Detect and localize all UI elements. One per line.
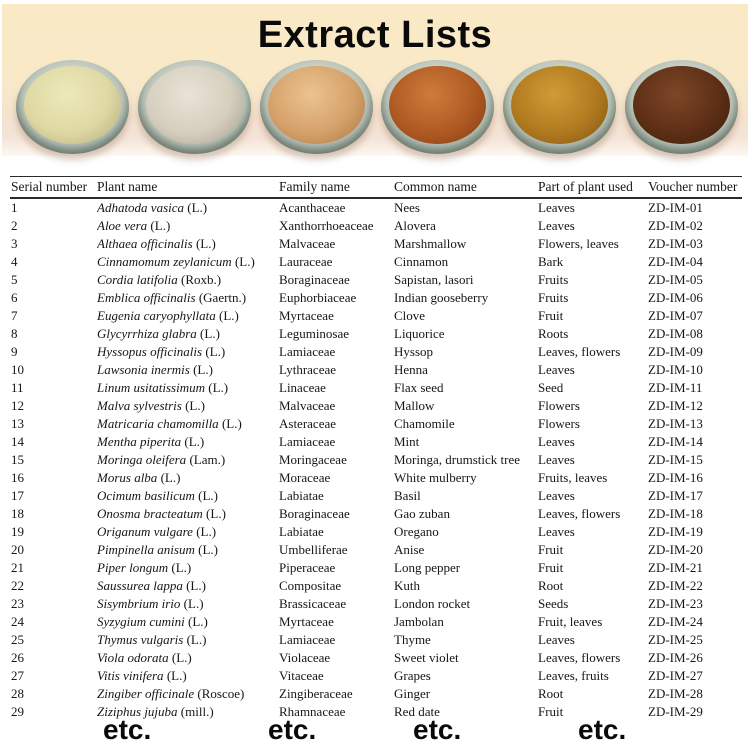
plant-scientific-name: Vitis vinifera bbox=[97, 667, 164, 683]
part-cell: Leaves bbox=[538, 487, 575, 503]
plant-authority: (L.) bbox=[183, 631, 207, 647]
plant-cell bbox=[97, 667, 279, 685]
common-cell: Jambolan bbox=[394, 613, 444, 629]
plant-cell bbox=[97, 379, 279, 397]
plant-scientific-name: Onosma bracteatum bbox=[97, 505, 203, 521]
part-cell: Seed bbox=[538, 379, 564, 395]
serial-cell: 15 bbox=[11, 451, 24, 467]
plant-cell bbox=[97, 253, 279, 271]
table-row bbox=[10, 307, 742, 325]
orange-brown-powder-dish bbox=[381, 60, 494, 154]
plant-cell bbox=[97, 505, 279, 523]
part-cell: Fruits, leaves bbox=[538, 469, 608, 485]
etc-label: etc. bbox=[103, 714, 152, 745]
serial-cell: 25 bbox=[11, 631, 24, 647]
column-header-4: Common name bbox=[394, 177, 538, 198]
plant-scientific-name: Malva sylvestris bbox=[97, 397, 182, 413]
serial-cell: 27 bbox=[11, 667, 24, 683]
family-cell: Labiatae bbox=[279, 523, 324, 539]
tan-powder-dish bbox=[260, 60, 373, 154]
common-cell: Thyme bbox=[394, 631, 431, 647]
plant-cell bbox=[97, 523, 279, 541]
plant-cell bbox=[97, 235, 279, 253]
photo-banner bbox=[2, 4, 748, 156]
plant-authority: (L.) bbox=[205, 379, 229, 395]
family-cell: Lamiaceae bbox=[279, 631, 336, 647]
family-cell: Lythraceae bbox=[279, 361, 337, 377]
plant-scientific-name: Linum usitatissimum bbox=[97, 379, 205, 395]
plant-scientific-name: Zingiber officinale bbox=[97, 685, 195, 701]
voucher-cell: ZD-IM-03 bbox=[648, 235, 703, 251]
column-header-5: Part of plant used bbox=[538, 177, 648, 198]
common-cell: Moringa, drumstick tree bbox=[394, 451, 520, 467]
serial-cell: 1 bbox=[11, 199, 18, 215]
voucher-cell: ZD-IM-27 bbox=[648, 667, 703, 683]
plant-authority: (L.) bbox=[184, 199, 208, 215]
voucher-cell: ZD-IM-22 bbox=[648, 577, 703, 593]
serial-cell: 23 bbox=[11, 595, 24, 611]
serial-cell: 8 bbox=[11, 325, 18, 341]
serial-cell: 19 bbox=[11, 523, 24, 539]
plant-cell bbox=[97, 541, 279, 559]
part-cell: Flowers bbox=[538, 415, 580, 431]
voucher-cell: ZD-IM-11 bbox=[648, 379, 703, 395]
family-cell: Lamiaceae bbox=[279, 433, 336, 449]
table-row bbox=[10, 379, 742, 397]
orange-brown-powder-dish-powder bbox=[389, 66, 486, 144]
table-row bbox=[10, 433, 742, 451]
part-cell: Leaves bbox=[538, 433, 575, 449]
white-powder-dish bbox=[138, 60, 251, 154]
plant-authority: (L.) bbox=[192, 523, 217, 539]
voucher-cell: ZD-IM-19 bbox=[648, 523, 703, 539]
common-cell: White mulberry bbox=[394, 469, 477, 485]
family-cell: Violaceae bbox=[279, 649, 331, 665]
common-cell: Cinnamon bbox=[394, 253, 449, 269]
serial-cell: 21 bbox=[11, 559, 24, 575]
plant-scientific-name: Lawsonia inermis bbox=[97, 361, 190, 377]
voucher-cell: ZD-IM-29 bbox=[648, 703, 703, 719]
plant-authority: (L.) bbox=[202, 505, 226, 521]
table-row bbox=[10, 541, 742, 559]
voucher-cell: ZD-IM-26 bbox=[648, 649, 703, 665]
voucher-cell: ZD-IM-06 bbox=[648, 289, 703, 305]
family-cell: Zingiberaceae bbox=[279, 685, 353, 701]
table-row bbox=[10, 289, 742, 307]
table-row bbox=[10, 469, 742, 487]
serial-cell: 10 bbox=[11, 361, 24, 377]
plant-cell bbox=[97, 577, 279, 595]
family-cell: Malvaceae bbox=[279, 397, 336, 413]
plant-authority: (L.) bbox=[147, 217, 171, 233]
part-cell: Fruits bbox=[538, 289, 569, 305]
plant-cell bbox=[97, 595, 279, 613]
table-row bbox=[10, 487, 742, 505]
plant-scientific-name: Sisymbrium irio bbox=[97, 595, 181, 611]
common-cell: Anise bbox=[394, 541, 425, 557]
plant-authority: (L.) bbox=[168, 649, 192, 665]
voucher-cell: ZD-IM-16 bbox=[648, 469, 703, 485]
voucher-cell: ZD-IM-04 bbox=[648, 253, 703, 269]
common-cell: Liquorice bbox=[394, 325, 445, 341]
plant-cell bbox=[97, 325, 279, 343]
common-cell: Nees bbox=[394, 199, 420, 215]
voucher-cell: ZD-IM-23 bbox=[648, 595, 703, 611]
common-cell: Flax seed bbox=[394, 379, 444, 395]
family-cell: Moringaceae bbox=[279, 451, 347, 467]
voucher-cell: ZD-IM-25 bbox=[648, 631, 703, 647]
plant-cell bbox=[97, 451, 279, 469]
plant-cell bbox=[97, 198, 279, 217]
family-cell: Rhamnaceae bbox=[279, 703, 346, 719]
family-cell: Brassicaceae bbox=[279, 595, 347, 611]
common-cell: Basil bbox=[394, 487, 421, 503]
serial-cell: 2 bbox=[11, 217, 18, 233]
table-row bbox=[10, 505, 742, 523]
cream-powder-dish bbox=[16, 60, 129, 154]
family-cell: Boraginaceae bbox=[279, 271, 350, 287]
serial-cell: 16 bbox=[11, 469, 24, 485]
family-cell: Euphorbiaceae bbox=[279, 289, 357, 305]
serial-cell: 20 bbox=[11, 541, 24, 557]
plant-authority: (L.) bbox=[157, 469, 181, 485]
dark-brown-powder-dish bbox=[625, 60, 738, 154]
common-cell: Mint bbox=[394, 433, 420, 449]
voucher-cell: ZD-IM-12 bbox=[648, 397, 703, 413]
plant-authority: (L.) bbox=[196, 325, 220, 341]
plant-authority: (L.) bbox=[218, 415, 242, 431]
part-cell: Fruit bbox=[538, 307, 564, 323]
plant-authority: (L.) bbox=[181, 397, 205, 413]
plant-authority: (L.) bbox=[202, 343, 226, 359]
table-row bbox=[10, 631, 742, 649]
table-row bbox=[10, 235, 742, 253]
family-cell: Moraceae bbox=[279, 469, 331, 485]
voucher-cell: ZD-IM-24 bbox=[648, 613, 703, 629]
voucher-cell: ZD-IM-20 bbox=[648, 541, 703, 557]
part-cell: Fruit bbox=[538, 703, 564, 719]
plant-authority: (L.) bbox=[163, 667, 187, 683]
plant-cell bbox=[97, 613, 279, 631]
table-row bbox=[10, 649, 742, 667]
common-cell: Mallow bbox=[394, 397, 435, 413]
serial-cell: 3 bbox=[11, 235, 18, 251]
family-cell: Myrtaceae bbox=[279, 613, 334, 629]
plant-authority: (L.) bbox=[180, 595, 204, 611]
family-cell: Acanthaceae bbox=[279, 199, 346, 215]
plant-cell bbox=[97, 343, 279, 361]
plant-cell bbox=[97, 631, 279, 649]
common-cell: Grapes bbox=[394, 667, 431, 683]
etc-row bbox=[0, 714, 750, 750]
plant-cell bbox=[97, 469, 279, 487]
common-cell: Chamomile bbox=[394, 415, 455, 431]
common-cell: Hyssop bbox=[394, 343, 434, 359]
plant-scientific-name: Saussurea lappa bbox=[97, 577, 183, 593]
plant-scientific-name: Emblica officinalis bbox=[97, 289, 196, 305]
family-cell: Compositae bbox=[279, 577, 342, 593]
voucher-cell: ZD-IM-07 bbox=[648, 307, 703, 323]
serial-cell: 7 bbox=[11, 307, 18, 323]
extract-table bbox=[10, 176, 742, 721]
table-row bbox=[10, 343, 742, 361]
plant-cell bbox=[97, 685, 279, 703]
plant-authority: (Roscoe) bbox=[194, 685, 245, 701]
serial-cell: 13 bbox=[11, 415, 24, 431]
family-cell: Vitaceae bbox=[279, 667, 324, 683]
part-cell: Leaves bbox=[538, 199, 575, 215]
part-cell: Leaves, fruits bbox=[538, 667, 609, 683]
part-cell: Leaves, flowers bbox=[538, 505, 621, 521]
part-cell: Leaves, flowers bbox=[538, 649, 621, 665]
column-header-6: Voucher number bbox=[648, 177, 742, 198]
table-row bbox=[10, 595, 742, 613]
plant-scientific-name: Piper longum bbox=[97, 559, 169, 575]
plant-scientific-name: Pimpinella anisum bbox=[97, 541, 195, 557]
family-cell: Linaceae bbox=[279, 379, 326, 395]
plant-cell bbox=[97, 649, 279, 667]
voucher-cell: ZD-IM-08 bbox=[648, 325, 703, 341]
common-cell: Sweet violet bbox=[394, 649, 459, 665]
etc-label: etc. bbox=[413, 714, 462, 745]
common-cell: Gao zuban bbox=[394, 505, 450, 521]
plant-scientific-name: Origanum vulgare bbox=[97, 523, 193, 539]
family-cell: Boraginaceae bbox=[279, 505, 350, 521]
plant-authority: (L.) bbox=[194, 487, 218, 503]
serial-cell: 17 bbox=[11, 487, 24, 503]
serial-cell: 12 bbox=[11, 397, 24, 413]
voucher-cell: ZD-IM-09 bbox=[648, 343, 703, 359]
table-row bbox=[10, 253, 742, 271]
table-row bbox=[10, 451, 742, 469]
common-cell: Long pepper bbox=[394, 559, 461, 575]
table-row bbox=[10, 198, 742, 217]
common-cell: Henna bbox=[394, 361, 428, 377]
plant-cell bbox=[97, 397, 279, 415]
column-header-1: Serial number bbox=[10, 177, 97, 198]
part-cell: Leaves, flowers bbox=[538, 343, 621, 359]
voucher-cell: ZD-IM-05 bbox=[648, 271, 703, 287]
common-cell: Indian gooseberry bbox=[394, 289, 489, 305]
part-cell: Seeds bbox=[538, 595, 569, 611]
powder-dishes-row bbox=[2, 60, 748, 156]
part-cell: Leaves bbox=[538, 631, 575, 647]
part-cell: Leaves bbox=[538, 217, 575, 233]
plant-authority: (L.) bbox=[192, 235, 216, 251]
part-cell: Root bbox=[538, 577, 564, 593]
serial-cell: 11 bbox=[11, 379, 24, 395]
voucher-cell: ZD-IM-01 bbox=[648, 199, 703, 215]
family-cell: Lauraceae bbox=[279, 253, 333, 269]
common-cell: Marshmallow bbox=[394, 235, 467, 251]
white-powder-dish-powder bbox=[146, 66, 243, 144]
part-cell: Fruit bbox=[538, 541, 564, 557]
plant-authority: (Lam.) bbox=[186, 451, 226, 467]
family-cell: Malvaceae bbox=[279, 235, 336, 251]
family-cell: Xanthorrhoeaceae bbox=[279, 217, 374, 233]
part-cell: Leaves bbox=[538, 451, 575, 467]
common-cell: Clove bbox=[394, 307, 426, 323]
plant-authority: (Gaertn.) bbox=[195, 289, 247, 305]
plant-scientific-name: Syzygium cumini bbox=[97, 613, 185, 629]
plant-cell bbox=[97, 433, 279, 451]
family-cell: Leguminosae bbox=[279, 325, 350, 341]
cream-powder-dish-powder bbox=[24, 66, 121, 144]
family-cell: Asteraceae bbox=[279, 415, 337, 431]
voucher-cell: ZD-IM-15 bbox=[648, 451, 703, 467]
serial-cell: 24 bbox=[11, 613, 24, 629]
voucher-cell: ZD-IM-14 bbox=[648, 433, 703, 449]
common-cell: Alovera bbox=[394, 217, 436, 233]
plant-authority: (L.) bbox=[215, 307, 239, 323]
table-row bbox=[10, 217, 742, 235]
plant-scientific-name: Adhatoda vasica bbox=[97, 199, 185, 215]
plant-authority: (mill.) bbox=[177, 703, 214, 719]
tan-powder-dish-powder bbox=[268, 66, 365, 144]
column-header-3: Family name bbox=[279, 177, 394, 198]
serial-cell: 5 bbox=[11, 271, 18, 287]
part-cell: Fruit, leaves bbox=[538, 613, 603, 629]
plant-scientific-name: Althaea officinalis bbox=[97, 235, 193, 251]
table-row bbox=[10, 361, 742, 379]
golden-brown-powder-dish-powder bbox=[511, 66, 608, 144]
part-cell: Fruits bbox=[538, 271, 569, 287]
plant-scientific-name: Mentha piperita bbox=[97, 433, 182, 449]
part-cell: Roots bbox=[538, 325, 569, 341]
family-cell: Lamiaceae bbox=[279, 343, 336, 359]
table-row bbox=[10, 415, 742, 433]
part-cell: Flowers bbox=[538, 397, 580, 413]
common-cell: Oregano bbox=[394, 523, 439, 539]
common-cell: Ginger bbox=[394, 685, 431, 701]
voucher-cell: ZD-IM-21 bbox=[648, 559, 703, 575]
golden-brown-powder-dish bbox=[503, 60, 616, 154]
part-cell: Root bbox=[538, 685, 564, 701]
table-row bbox=[10, 325, 742, 343]
etc-label: etc. bbox=[578, 714, 627, 745]
serial-cell: 9 bbox=[11, 343, 18, 359]
table-header-row bbox=[10, 177, 742, 198]
plant-scientific-name: Morus alba bbox=[97, 469, 158, 485]
voucher-cell: ZD-IM-13 bbox=[648, 415, 703, 431]
plant-scientific-name: Cinnamomum zeylanicum bbox=[97, 253, 232, 269]
voucher-cell: ZD-IM-10 bbox=[648, 361, 703, 377]
dark-brown-powder-dish-powder bbox=[633, 66, 730, 144]
plant-scientific-name: Eugenia caryophyllata bbox=[97, 307, 216, 323]
part-cell: Leaves bbox=[538, 523, 575, 539]
plant-cell bbox=[97, 559, 279, 577]
common-cell: Sapistan, lasori bbox=[394, 271, 474, 287]
plant-cell bbox=[97, 289, 279, 307]
plant-scientific-name: Thymus vulgaris bbox=[97, 631, 184, 647]
plant-scientific-name: Cordia latifolia bbox=[97, 271, 178, 287]
table-row bbox=[10, 577, 742, 595]
plant-cell bbox=[97, 361, 279, 379]
serial-cell: 26 bbox=[11, 649, 24, 665]
voucher-cell: ZD-IM-18 bbox=[648, 505, 703, 521]
serial-cell: 29 bbox=[11, 703, 24, 719]
plant-cell bbox=[97, 487, 279, 505]
plant-scientific-name: Ocimum basilicum bbox=[97, 487, 195, 503]
plant-cell bbox=[97, 307, 279, 325]
family-cell: Labiatae bbox=[279, 487, 324, 503]
plant-scientific-name: Ziziphus jujuba bbox=[97, 703, 178, 719]
serial-cell: 6 bbox=[11, 289, 18, 305]
plant-authority: (L.) bbox=[181, 433, 205, 449]
table-row bbox=[10, 523, 742, 541]
common-cell: London rocket bbox=[394, 595, 471, 611]
plant-authority: (Roxb.) bbox=[177, 271, 222, 287]
serial-cell: 22 bbox=[11, 577, 24, 593]
serial-cell: 18 bbox=[11, 505, 24, 521]
table-row bbox=[10, 559, 742, 577]
page-title: Extract Lists bbox=[257, 14, 493, 56]
part-cell: Flowers, leaves bbox=[538, 235, 619, 251]
plant-authority: (L.) bbox=[194, 541, 218, 557]
plant-authority: (L.) bbox=[231, 253, 255, 269]
table-row bbox=[10, 613, 742, 631]
plant-scientific-name: Matricaria chamomilla bbox=[97, 415, 219, 431]
family-cell: Umbelliferae bbox=[279, 541, 348, 557]
part-cell: Bark bbox=[538, 253, 564, 269]
family-cell: Myrtaceae bbox=[279, 307, 334, 323]
voucher-cell: ZD-IM-28 bbox=[648, 685, 703, 701]
plant-cell bbox=[97, 217, 279, 235]
serial-cell: 14 bbox=[11, 433, 24, 449]
plant-scientific-name: Moringa oleifera bbox=[97, 451, 187, 467]
plant-cell bbox=[97, 415, 279, 433]
plant-authority: (L.) bbox=[189, 361, 213, 377]
part-cell: Fruit bbox=[538, 559, 564, 575]
serial-cell: 4 bbox=[11, 253, 18, 269]
plant-scientific-name: Viola odorata bbox=[97, 649, 169, 665]
serial-cell: 28 bbox=[11, 685, 24, 701]
plant-authority: (L.) bbox=[182, 577, 206, 593]
common-cell: Kuth bbox=[394, 577, 420, 593]
part-cell: Leaves bbox=[538, 361, 575, 377]
plant-authority: (L.) bbox=[184, 613, 208, 629]
etc-label: etc. bbox=[268, 714, 317, 745]
family-cell: Piperaceae bbox=[279, 559, 336, 575]
plant-authority: (L.) bbox=[168, 559, 192, 575]
column-header-2: Plant name bbox=[97, 177, 279, 198]
plant-scientific-name: Hyssopus officinalis bbox=[97, 343, 203, 359]
table-row bbox=[10, 667, 742, 685]
table-row bbox=[10, 397, 742, 415]
plant-scientific-name: Aloe vera bbox=[97, 217, 148, 233]
voucher-cell: ZD-IM-17 bbox=[648, 487, 703, 503]
plant-scientific-name: Glycyrrhiza glabra bbox=[97, 325, 197, 341]
table-row bbox=[10, 685, 742, 703]
table-row bbox=[10, 271, 742, 289]
common-cell: Red date bbox=[394, 703, 440, 719]
plant-cell bbox=[97, 271, 279, 289]
voucher-cell: ZD-IM-02 bbox=[648, 217, 703, 233]
